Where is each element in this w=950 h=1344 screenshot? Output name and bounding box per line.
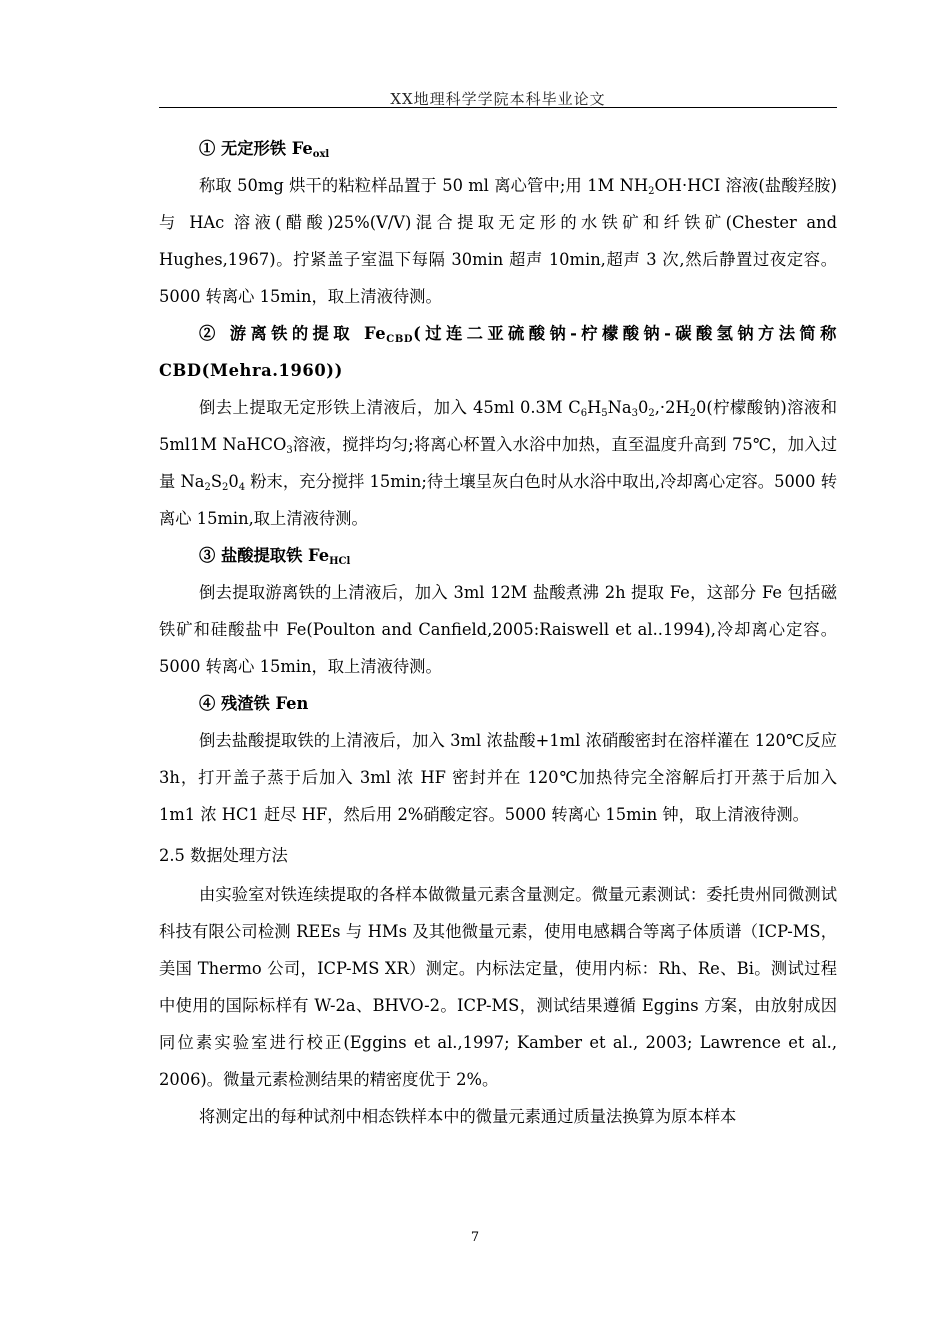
subscript: 2 bbox=[204, 482, 211, 493]
subsection-title-hcl-iron bbox=[159, 537, 837, 574]
subsection-title-text: ② 游离铁的提取 Fe bbox=[199, 324, 387, 343]
paragraph-text: OH·HCI 溶液(盐酸羟胺)与 HAc 溶液(醋酸)25%(V/V)混合提取无定形的水铁矿和纤铁矿(Chester and Hughes,1967)。拧紧盖子室温下每隔 30min 超声 10min,超声 3 次,然后静置过夜定容。5000 转离心 15min，取上清液待测。 bbox=[159, 176, 837, 306]
subsection-title-residual-iron: ④ 残渣铁 Fen bbox=[199, 694, 309, 713]
paragraph-text: ,·2H bbox=[654, 398, 690, 417]
subscript: 2 bbox=[221, 482, 229, 493]
paragraph-text: 倒去上提取无定形铁上清液后，加入 45ml 0.3M C bbox=[199, 398, 581, 417]
paragraph-text: 溶液，搅拌均匀;将离心杯置入水浴中加热，直至温度升高到 75℃，加入过量 Na bbox=[159, 435, 837, 491]
page-number: 7 bbox=[470, 1230, 480, 1245]
subscript: 4 bbox=[238, 482, 246, 493]
subscript: 3 bbox=[631, 408, 638, 419]
subsection-title-text: ③ 盐酸提取铁 Fe bbox=[199, 546, 330, 565]
paragraph-text: S bbox=[210, 472, 222, 491]
subscript: oxl bbox=[312, 149, 330, 160]
subscript: 2 bbox=[648, 408, 655, 419]
paragraph-text: 0 bbox=[638, 398, 649, 417]
subsection-title-text: ① 无定形铁 Fe bbox=[199, 139, 313, 158]
subsection-title-amorphous-iron bbox=[159, 130, 837, 167]
subscript: CBD bbox=[386, 334, 414, 345]
subsection-title-free-iron bbox=[159, 315, 837, 389]
subscript: 5 bbox=[601, 408, 608, 419]
subsection-title-text: (过连二亚硫酸钠-柠檬酸钠-碳酸氢钠方法简称CBD(Mehra.1960)) bbox=[159, 324, 838, 380]
header-rule bbox=[159, 107, 837, 108]
subscript: 2 bbox=[648, 186, 655, 197]
paragraph-amorphous-iron bbox=[159, 167, 837, 315]
subscript: HCl bbox=[329, 556, 351, 567]
paragraph-text: 称取 50mg 烘干的粘粒样品置于 50 ml 离心管中;用 1M NH bbox=[199, 176, 649, 195]
paragraph-text: 0 bbox=[228, 472, 239, 491]
document-body bbox=[159, 130, 837, 1135]
paragraph-text: H bbox=[587, 398, 602, 417]
paragraph-hcl-iron: 倒去提取游离铁的上清液后，加入 3ml 12M 盐酸煮沸 2h 提取 Fe，这部分 Fe 包括磁铁矿和硅酸盐中 Fe(Poulton and Canfield,2005:Raiswell et al..1994),冷却离心定容。5000 转离心 15min，取上清液待测。 bbox=[159, 583, 837, 676]
subscript: 3 bbox=[286, 445, 293, 456]
paragraph-residual-iron: 倒去盐酸提取铁的上清液后，加入 3ml 浓盐酸+1ml 浓硝酸密封在溶样灌在 120℃反应 3h，打开盖子蒸于后加入 3ml 浓 HF 密封并在 120℃加热待完全溶解后打开蒸于后加入 1m1 浓 HC1 赶尽 HF，然后用 2%硝酸定容。5000 转离心 15min 钟，取上清液待测。 bbox=[159, 731, 837, 824]
paragraph-text: Na bbox=[607, 398, 632, 417]
paragraph-data-processing: 由实验室对铁连续提取的各样本做微量元素含量测定。微量元素测试：委托贵州同微测试科技有限公司检测 REEs 与 HMs 及其他微量元素，使用电感耦合等离子体质谱（ICP-MS，美国 Thermo 公司，ICP-MS XR）测定。内标法定量，使用内标：Rh、Re、Bi。测试过程中使用的国际标样有 W-2a、BHVO-2。ICP-MS，测试结果遵循 Eggins 方案，由放射成因同位素实验室进行校正(Eggins et al.,1997; Kamber et al., 2003; Lawrence et al., 2006)。微量元素检测结果的精密度优于 2%。 bbox=[159, 885, 837, 1089]
subscript: 2 bbox=[689, 408, 697, 419]
paragraph-free-iron bbox=[159, 389, 837, 537]
subscript: 6 bbox=[580, 408, 588, 419]
running-header: XX地理科学学院本科毕业论文 bbox=[390, 90, 606, 108]
paragraph-text: 0(柠檬酸钠)溶液和 5ml1M NaHCO bbox=[159, 398, 837, 454]
section-heading-data-processing: 2.5 数据处理方法 bbox=[159, 846, 288, 865]
paragraph-text: 粉末，充分搅拌 15min;待土壤呈灰白色时从水浴中取出,冷却离心定容。5000 转离心 15min,取上清液待测。 bbox=[159, 472, 837, 528]
paragraph-conversion: 将测定出的每种试剂中相态铁样本中的微量元素通过质量法换算为原本样本 bbox=[199, 1107, 737, 1126]
